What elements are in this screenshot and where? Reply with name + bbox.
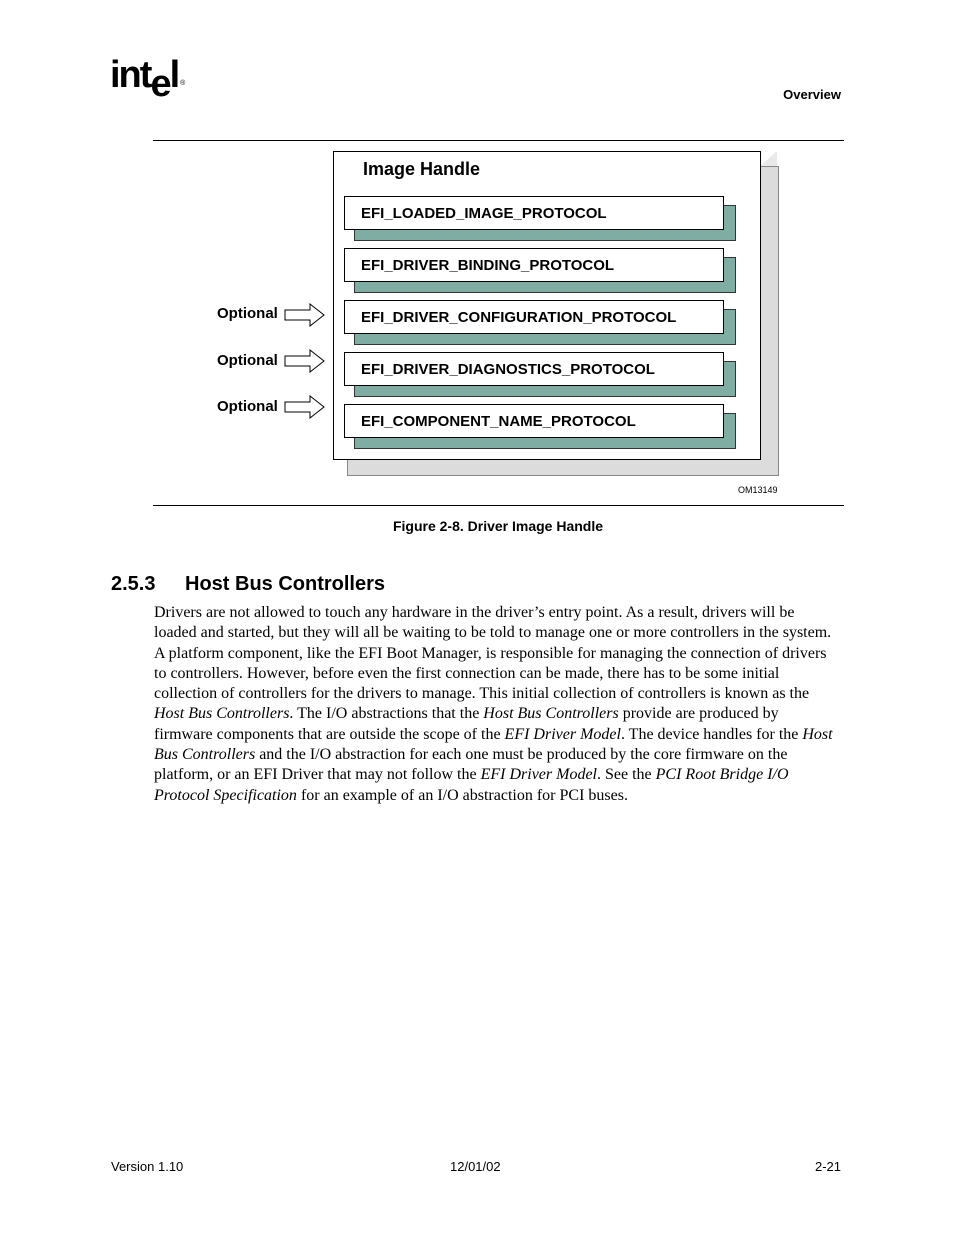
image-handle-shadow-corner <box>760 151 777 166</box>
protocol-driver-diagnostics <box>344 352 723 385</box>
figure-id: OM13149 <box>738 485 778 495</box>
protocol-driver-binding <box>344 248 723 281</box>
arrow-right-icon <box>284 349 325 373</box>
optional-label-diagnostics: Optional <box>217 352 278 369</box>
section-number: 2.5.3 <box>111 573 156 595</box>
footer-page-number: 2-21 <box>814 1159 841 1174</box>
section-title: Host Bus Controllers <box>185 573 386 595</box>
footer-date: 12/01/02 <box>450 1159 501 1174</box>
arrow-right-icon <box>284 395 325 419</box>
protocol-label: EFI_DRIVER_BINDING_PROTOCOL <box>361 257 615 274</box>
protocol-driver-configuration <box>344 300 723 333</box>
section-paragraph: Drivers are not allowed to touch any hardware in the driver’s entry point. As a result, drivers will be loaded and started, but they will all be waiting to be told to manage one or more controllers in the system. A platform component, like the EFI Boot Manager, is responsible for managing the connection of drivers to controllers. However, before even the first connection can be made, there has to be some initial collection of controllers for the drivers to manage. This initial collection of controllers is known as the Host Bus Controllers. The I/O abstractions that the Host Bus Controllers provide are produced by firmware components that are outside the scope of the EFI Driver Model. The device handles for the Host Bus Controllers and the I/O abstraction for each one must be produced by the core firmware on the platform, or an EFI Driver that may not follow the EFI Driver Model. See the PCI Root Bridge I/O Protocol Specification for an example of an I/O abstraction for PCI buses. <box>154 604 833 804</box>
protocol-loaded-image <box>344 196 723 229</box>
figure-top-rule <box>153 140 844 141</box>
running-header-section: Overview <box>783 87 841 102</box>
intel-logo: intel ® <box>110 54 186 105</box>
protocol-label: EFI_LOADED_IMAGE_PROTOCOL <box>361 205 607 222</box>
optional-label-component-name: Optional <box>217 398 278 415</box>
protocol-label: EFI_DRIVER_DIAGNOSTICS_PROTOCOL <box>361 361 655 378</box>
figure-bottom-rule <box>153 505 844 506</box>
figure-caption: Figure 2-8. Driver Image Handle <box>392 518 604 534</box>
optional-label-configuration: Optional <box>217 305 278 322</box>
arrow-right-icon <box>284 303 325 327</box>
protocol-label: EFI_COMPONENT_NAME_PROTOCOL <box>361 413 636 430</box>
protocol-label: EFI_DRIVER_CONFIGURATION_PROTOCOL <box>361 309 677 326</box>
image-handle-title: Image Handle <box>363 159 481 179</box>
footer-version: Version 1.10 <box>111 1159 184 1174</box>
protocol-component-name <box>344 404 723 437</box>
